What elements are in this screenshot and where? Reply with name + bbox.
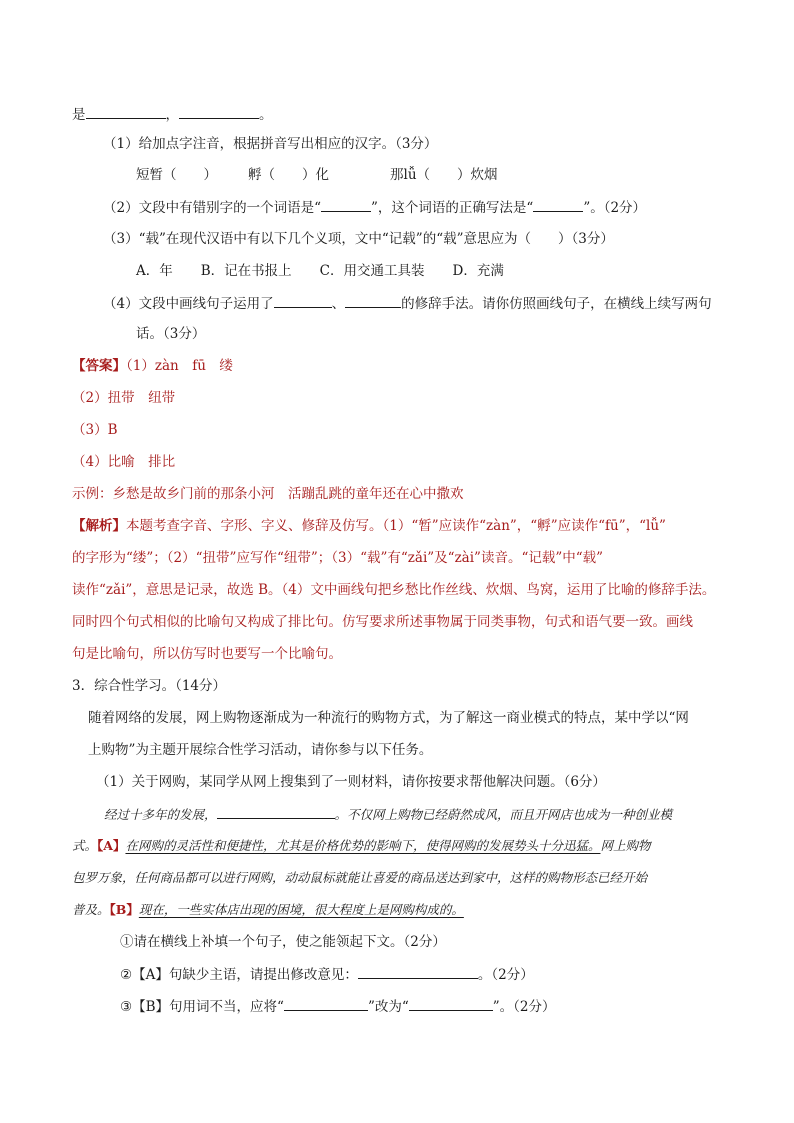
sentence-a: 在网购的灵活性和便捷性，尤其是价格优势的影响下，使得网购的发展势头十分迅猛。: [125, 838, 601, 853]
material-line-4: 普及。【B】现在，一些实体店出现的困境，很大程度上是网购构成的。: [72, 902, 464, 917]
q2-blank-2[interactable]: [533, 197, 583, 212]
section-3-title: 3．综合性学习。（14分）: [72, 678, 227, 694]
q1-item-1: 短暂（ ）: [136, 167, 217, 183]
question-4: （4）文段中画线句子运用了 、 的修辞手法。请你仿照画线句子，在横线上续写两句: [103, 293, 712, 313]
material-blank[interactable]: [217, 804, 335, 819]
answer-1: 【答案】（1）zàn fū 缕: [72, 358, 233, 374]
task-3-blank-2[interactable]: [409, 996, 493, 1011]
material-line-3: 包罗万象，任何商品都可以进行网购，动动鼠标就能让喜爱的商品送达到家中，这样的购物形态已经开始: [72, 870, 648, 885]
answer-label: 【答案】: [72, 358, 126, 374]
blank-1[interactable]: [86, 104, 166, 119]
q4-blank-2[interactable]: [345, 293, 401, 308]
material-line-2: 式。【A】在网购的灵活性和便捷性，尤其是价格优势的影响下，使得网购的发展势头十分迅猛。网上购物: [72, 838, 651, 853]
option-d[interactable]: D．充满: [452, 263, 504, 279]
q1-item-3: 那lǚ（ ）炊烟: [390, 167, 498, 183]
q2-blank-1[interactable]: [321, 197, 371, 212]
question-1: （1）给加点字注音，根据拼音写出相应的汉字。（3分）: [103, 136, 438, 152]
tag-b: 【B】: [109, 902, 139, 917]
top-fill-line: 是 ， 。: [72, 104, 273, 124]
tag-a: 【A】: [97, 838, 126, 853]
option-c[interactable]: C．用交通工具装: [319, 263, 425, 279]
option-a[interactable]: A．年: [136, 263, 173, 279]
question-3: （3）“载”在现代汉语中有以下几个义项，文中“记载”的“载”意思应为（ ）（3分）: [103, 231, 614, 247]
task-2: ②【A】句缺少主语，请提出修改意见： 。（2分）: [120, 964, 534, 984]
option-b[interactable]: B．记在书报上: [200, 263, 292, 279]
question-4-line2: 话。（3分）: [136, 326, 206, 342]
q1-item-2: 孵（ ）化: [248, 167, 329, 183]
analysis-line-5: 句是比喻句，所以仿写时也要写一个比喻句。: [72, 646, 342, 662]
section-3-sub-1: （1）关于网购，某同学从网上搜集到了一则材料，请你按要求帮他解决问题。（6分）: [96, 774, 606, 790]
analysis-line-4: 同时四个句式相似的比喻句又构成了排比句。仿写要求所述事物属于同类事物，句式和语气要一致。画线: [72, 614, 693, 630]
answer-2: （2）扭带 纽带: [72, 390, 176, 406]
blank-2[interactable]: [179, 104, 259, 119]
analysis-line-1: 【解析】本题考查字音、字形、字义、修辞及仿写。（1）“暂”应读作“zàn”，“孵”应读作“fū”，“lǚ”: [72, 518, 666, 534]
task-2-blank[interactable]: [358, 964, 478, 979]
material-line-1: 经过十多年的发展， 。不仅网上购物已经蔚然成风，而且开网店也成为一种创业模: [104, 804, 672, 824]
analysis-line-2: 的字形为“缕”；（2）“扭带”应写作“纽带”；（3）“载”有“zǎi”及“zài”读音。“记载”中“载”: [72, 550, 604, 566]
question-2: （2）文段中有错别字的一个词语是“ ”，这个词语的正确写法是“ ”。（2分）: [103, 197, 646, 217]
answer-3: （3）B: [72, 422, 118, 438]
answer-4: （4）比喻 排比: [72, 454, 176, 470]
analysis-line-3: 读作“zǎi”，意思是记录，故选 B。（4）文中画线句把乡愁比作丝线、炊烟、鸟窝，运用了比喻的修辞手法。: [72, 582, 716, 598]
question-1-items: [136, 165, 498, 185]
task-3-blank-1[interactable]: [284, 996, 368, 1011]
answer-example: 示例：乡愁是故乡门前的那条小河 活蹦乱跳的童年还在心中撒欢: [72, 486, 464, 502]
task-1: ①请在横线上补填一个句子，使之能领起下文。（2分）: [120, 934, 446, 950]
question-3-options: [136, 261, 532, 281]
q4-blank-1[interactable]: [274, 293, 332, 308]
analysis-label: 【解析】: [72, 518, 126, 534]
section-3-intro-2: 上购物”为主题开展综合性学习活动，请你参与以下任务。: [88, 742, 433, 758]
sentence-b: 现在，一些实体店出现的困境，很大程度上是网购构成的。: [138, 902, 464, 917]
section-3-intro-1: 随着网络的发展，网上购物逐渐成为一种流行的购物方式，为了解这一商业模式的特点，某中学以“网: [88, 710, 689, 726]
task-3: ③【B】句用词不当，应将“ ”改为“ ”。（2分）: [120, 996, 556, 1016]
